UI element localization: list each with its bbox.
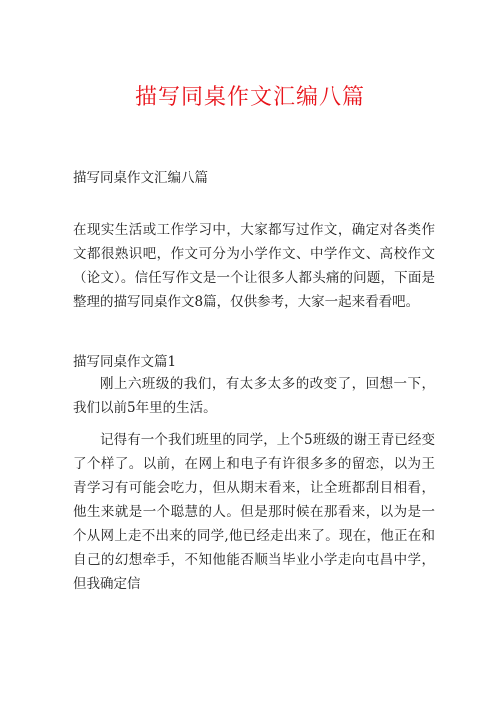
document-title: 描写同桌作文汇编八篇 — [134, 85, 365, 110]
body-paragraph-1: 刚上六班级的我们，有太多太多的改变了，回想一下，我们以前5年里的生活。 — [73, 376, 435, 416]
intro-paragraph: 在现实生活或工作学习中，大家都写过作文，确定对各类作文都很熟识吧，作文可分为小学作文、中学作文、高校作文（论文）。信任写作文是一个让很多人都头痛的问题，下面是整理的描写同桌作文8篇，仅供参考，大家一起来看看吧。 — [73, 222, 435, 310]
body-paragraph-2: 记得有一个我们班里的同学，上个5班级的谢王青已经变了个样了。以前，在网上和电子有许很多多的留恋，以为王青学习有可能会吃力，但从期末看来，让全班都刮目相看，他生来就是一个聪慧的人。但是那时候在那看来，以为是一个从网上走不出来的同学,他已经走出来了。现在，他正在和自己的幻想牵手，不知他能否顺当毕业小学走向屯昌中学，但我确定信 — [73, 432, 435, 592]
section-heading: 描写同桌作文篇1 — [73, 354, 177, 370]
document-subtitle: 描写同桌作文汇编八篇 — [73, 170, 208, 186]
